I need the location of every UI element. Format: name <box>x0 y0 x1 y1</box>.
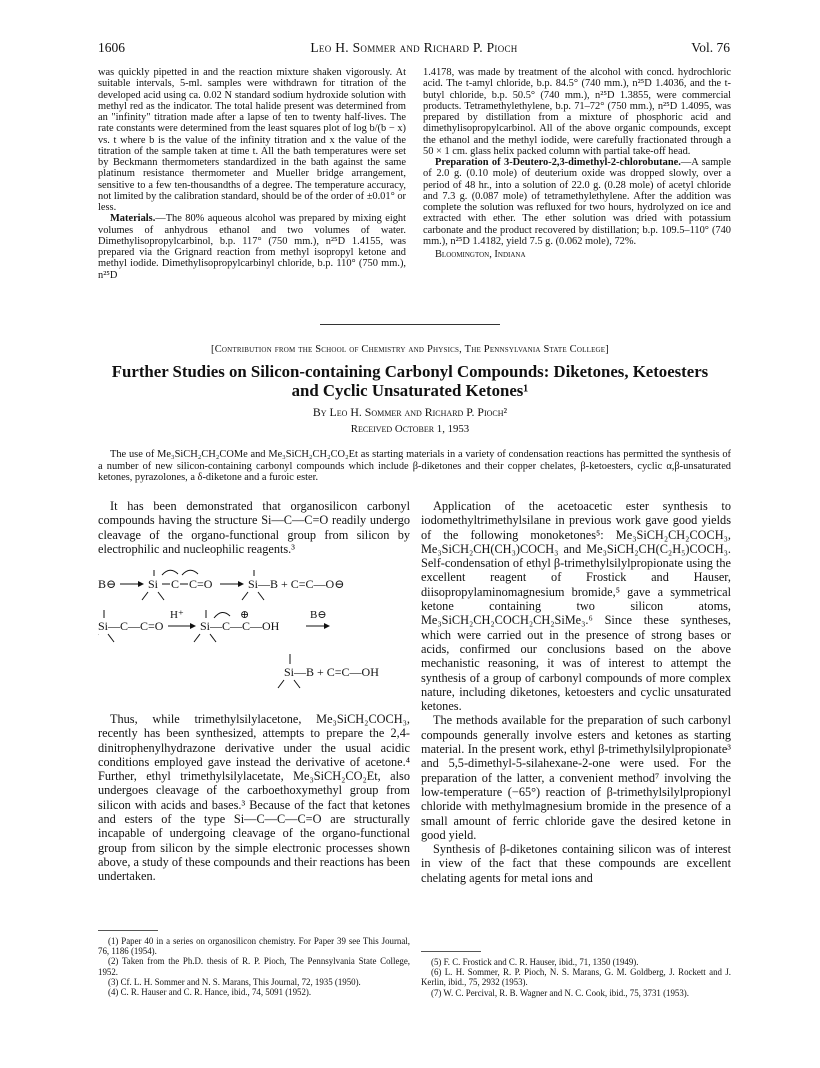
location-line: Bloomington, Indiana <box>435 249 526 260</box>
diketone-paragraph: Synthesis of β-diketones containing silicon was of interest in view of the fact that these compounds are excellent chelating agents for metal ions and <box>421 842 731 885</box>
received-date: Received October 1, 1953 <box>350 423 470 435</box>
body-left-intro <box>98 499 410 556</box>
contribution-line: [Contribution from the School of Chemistry and Physics, The Pennsylvania State College] <box>211 344 609 355</box>
electron-arrow-1 <box>162 570 178 575</box>
bond-si-right-4 <box>210 634 216 642</box>
bond-si-left-5 <box>278 680 284 688</box>
materials-text: —The 80% aqueous alcohol was prepared by mixing eight volumes of anhydrous ethanol and two volumes of water. Dimethylisopropylcarbinol, b.p. 117° (750 mm.), n²⁵D 1.4155, was prepared via the Grignard reaction from methyl isopropyl ketone and methyl iodide. Dimethylisopropylcarbinyl chloride, b.p. 110° (750 mm.), n²⁵D <box>98 213 406 281</box>
scheme-base-2: B⊖ <box>310 609 327 621</box>
footnote-6: (6) L. H. Sommer, R. P. Pioch, N. S. Marans, G. M. Goldberg, J. Rockett and J. Kerlin, ibid., 75, 2932 (1953). <box>421 967 731 988</box>
footnote-2: (2) Taken from the Ph.D. thesis of R. P. Pioch, The Pennsylvania State College, 1952. <box>98 956 410 977</box>
acetoacetic-paragraph: Application of the acetoacetic ester synthesis to iodomethyltrimethylsilane in previous work gave good yields of the following monoketones⁵: Me₃SiCH₂CH₂COCH₃, Me₃SiCH₂CH(CH₃)COCH₃ and Me₃SiCH₂CH(C₂H₅)COCH₃. Self-condensation of ethyl β-trimethylsilylpropionate using the excellent reagent of Frostick and Hauser, diisopropylaminomagnesium bromide,⁵ gave a symmetrical ketone containing two silicon atoms, Me₃SiCH₂CH₂COCH₂CH₂SiMe₃.⁶ Since these syntheses, which were carried out in the presence of strong bases or acids, confirmed our conclusions based on the above mechanistic reasoning, it was of interest to attempt the synthesis of a group of carbonyl compounds of more complex nature, including diketones, ketoesters and cyclic unsaturated ketones. <box>421 499 731 714</box>
materials-paragraph <box>98 213 406 281</box>
arrow-head-4 <box>324 623 330 629</box>
scheme-proton: H⁺ <box>170 609 184 621</box>
footnotes-right <box>421 957 731 998</box>
materials-heading: Materials. <box>110 213 156 225</box>
scheme-cation: ⊕ <box>240 609 250 621</box>
body-right <box>421 499 731 885</box>
scheme-si-1: Si <box>148 577 159 591</box>
scheme-co-1: C=O <box>189 577 213 591</box>
methods-paragraph: The methods available for the preparation of such carbonyl compounds generally involve esters and ketones as starting material. In the present work, ethyl β-trimethylsilylpropionate³ and 5,5-dimethyl-5-silahexane-2-one were used. For the preparation of the latter, a convenient method⁷ involving the low-temperature (−65°) reaction of β-trimethylsilylpropionyl chloride with methylmagnesium bromide in the presence of a small amount of ferric chloride gave the desired ketone in good yield. <box>421 713 731 842</box>
arrow-head-3 <box>190 623 196 629</box>
footnote-4: (4) C. R. Hauser and C. R. Hance, ibid., 74, 5091 (1952). <box>108 987 312 998</box>
article-title <box>0 362 820 400</box>
cleavage-mechanism-scheme <box>98 566 410 694</box>
footnote-rule-left <box>98 930 158 931</box>
bond-si-left <box>142 592 148 600</box>
intro-paragraph: It has been demonstrated that organosilicon carbonyl compounds having the structure Si—C—C=O readily undergo cleavage of the organo-functional group from silicon by electrophilic and nucleophilic reagents.³ <box>98 499 410 556</box>
scheme-intermediate: Si—C—C—OH <box>200 619 280 633</box>
materials-continued: 1.4178, was made by treatment of the alcohol with concd. hydrochloric acid. The t-amyl chloride, b.p. 84.5° (740 mm.), n²⁵D 1.4036, and the t-butyl chloride, b.p. 50.5° (740 mm.), n²⁵D 1.3855, were commercial products. Tetramethylethylene, b.p. 71–72° (750 mm.), n²⁵D 1.4095, was prepared by distillation from a mixture of phosphoric acid and dimethylisopropylcarbinol. All of the above organic compounds, except the ethanol and the methyl iodide, were carefully fractionated through a 50 × 1 cm. glass helix packed column with partial take-off head. <box>423 67 731 157</box>
scheme-base-1: B⊖ <box>98 577 117 591</box>
title-line-1: Further Studies on Silicon-containing Carbonyl Compounds: Diketones, Ketoesters <box>111 362 709 381</box>
running-header <box>98 40 730 58</box>
bond-si-left-2 <box>242 592 248 600</box>
preparation-paragraph <box>423 157 731 247</box>
previous-article-left-column <box>98 67 406 281</box>
scheme-c-1: C <box>171 577 180 591</box>
section-divider <box>320 324 500 325</box>
abstract: The use of Me₃SiCH₂CH₂COMe and Me₃SiCH₂CH₂CO₂Et as starting materials in a variety of condensation reactions has permitted the synthesis of a number of new silicon-containing carbonyl compounds which include β-diketones and their copper chelates, β-ketoesters, cyclic α,β-unsaturated ketones, pyrazolones, a δ-diketone and a furoic ester. <box>98 449 731 483</box>
scheme-product-1: Si—B + C=C—O⊖ <box>248 577 345 591</box>
scheme-product-2: Si—B + C=C—OH <box>284 665 379 679</box>
footnote-3: (3) Cf. L. H. Sommer and N. S. Marans, This Journal, 72, 1935 (1950). <box>108 976 361 987</box>
second-paragraph: Thus, while trimethylsilylacetone, Me₃SiCH₂COCH₃, recently has been synthesized, attempts to prepare the 2,4-dinitrophenylhydrazone derivative under the usual acidic conditions employed gave instead the derivative of acetone.⁴ Further, ethyl trimethylsilylacetate, Me₃SiCH₂CO₂Et, also undergoes cleavage of the carboethoxymethyl group from silicon with acids and bases.³ Because of the fact that ketones and esters of the type Si—C—C—C=O are structurally incapable of undergoing cleavage of the organo-functional group from silicon by the simple electronic processes shown above, a study of these compounds and their reactions has been undertaken. <box>98 712 410 884</box>
footnote-rule-right <box>421 951 481 952</box>
title-line-2: and Cyclic Unsaturated Ketones¹ <box>291 381 529 400</box>
bond-si-right <box>158 592 164 600</box>
header-authors: Leo H. Sommer and Richard P. Pioch <box>310 40 518 55</box>
electron-arrow-3 <box>214 612 230 618</box>
preparation-heading: Preparation of 3-Deutero-2,3-dimethyl-2-chlorobutane. <box>435 157 681 168</box>
byline: By Leo H. Sommer and Richard P. Pioch² <box>312 405 508 419</box>
footnote-7: (7) W. C. Percival, R. B. Wagner and N. C. Cook, ibid., 75, 3731 (1953). <box>431 987 689 998</box>
scheme-reactant-2: Si—C—C=O <box>98 619 164 633</box>
volume-label: Vol. 76 <box>691 40 730 55</box>
arrow-head-1 <box>138 581 144 587</box>
footnote-5: (5) F. C. Frostick and C. R. Hauser, ibid., 71, 1350 (1949). <box>431 957 639 967</box>
footnotes-left <box>98 936 410 997</box>
page-number: 1606 <box>98 40 125 55</box>
bond-si-right-5 <box>294 680 300 688</box>
preparation-text: —A sample of 2.0 g. (0.10 mole) of deuterium oxide was dropped slowly, over a period of 48 hr., into a solution of 22.0 g. (0.28 mole) of acetyl chloride and 7.3 g. (0.087 mole) of tetramethylethylene. After the addition was complete the solution was refluxed for two hours, hydrolyzed on ice and extracted with ether. The ether solution was dried with potassium carbonate and the product recovered by distillation; b.p. 109.5–110° (740 mm.), n²⁵D 1.4182, yield 7.5 g. (0.062 mole), 72%. <box>423 157 731 247</box>
bond-si-right-3 <box>108 634 114 642</box>
footnote-1: (1) Paper 40 in a series on organosilicon chemistry. For Paper 39 see This Journal, 76, 1186 (1954). <box>98 936 410 957</box>
previous-article-right-column <box>423 67 731 260</box>
bond-si-right-2 <box>258 592 264 600</box>
electron-arrow-2 <box>182 570 198 575</box>
bond-si-left-4 <box>194 634 200 642</box>
body-left-main <box>98 712 410 884</box>
experimental-paragraph: was quickly pipetted in and the reaction mixture shaken vigorously. At suitable intervals, 5-ml. samples were withdrawn for titration of the developed acid using ca. 0.02 N standard sodium hydroxide solution with methyl red as the indicator. The total halide present was determined from an "infinity" titration made after a lapse of ten to twenty half-lives. The rate constants were determined from the least squares plot of log b/(b − x) vs. t where b is the value of the infinity titration and x the value of the titration of the sample taken at time t. All the bath temperatures were set by Beckmann thermometers standardized in the bath against the same platinum resistance thermometer and Mueller bridge arrangement, sensitive to a few ten-thousandths of a degree. The temperature accuracy, not limited by the calibration standard, should be of the order of ±0.01° or less. <box>98 67 406 213</box>
arrow-head-2 <box>238 581 244 587</box>
